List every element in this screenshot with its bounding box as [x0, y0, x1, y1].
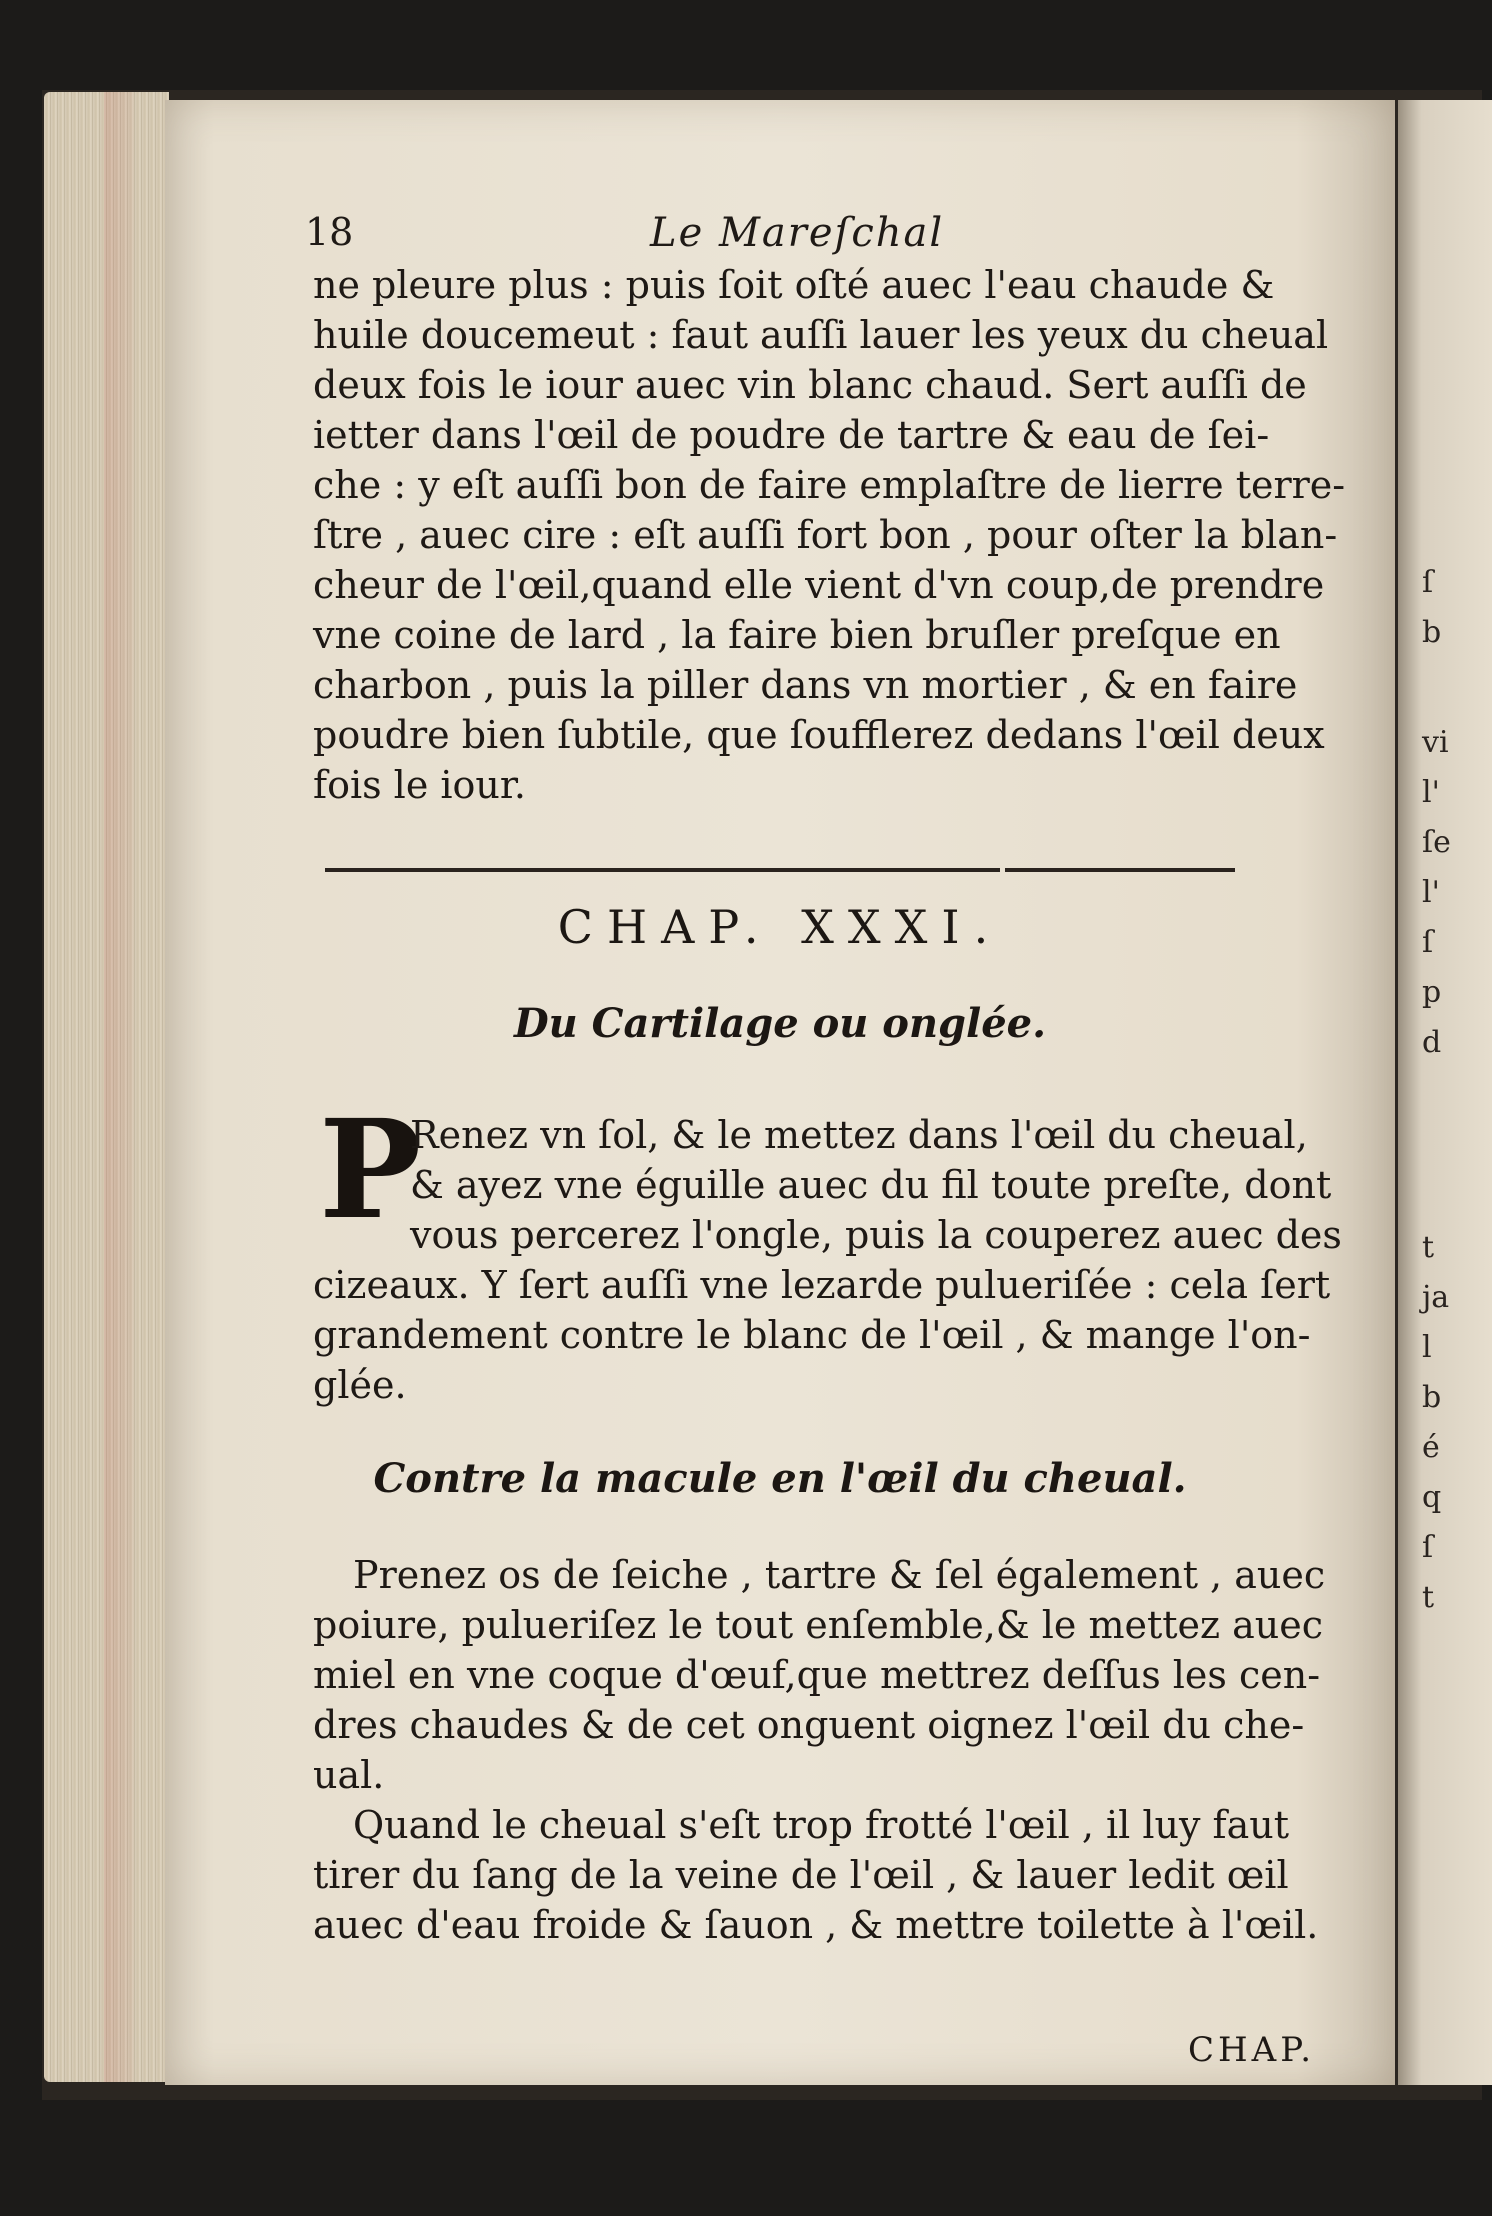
text-line: vne coine de lard , la faire bien bruſler preſque en: [313, 613, 1281, 657]
catchword: CHAP.: [1187, 2030, 1315, 2070]
facing-fragment: l': [1422, 875, 1440, 910]
text-line: glée.: [313, 1363, 407, 1407]
text-line: poiure, pulueriſez le tout enſemble,& le mettez auec: [313, 1603, 1323, 1647]
facing-fragment: l': [1422, 775, 1440, 810]
text-line: charbon , puis la piller dans vn mortier , & en faire: [313, 663, 1298, 707]
facing-fragment: ſ: [1422, 565, 1434, 600]
facing-fragment: b: [1422, 1380, 1442, 1415]
macule-paragraph-2: [313, 1800, 1473, 1950]
text-line: tirer du ſang de la veine de l'œil , & lauer ledit œil: [313, 1853, 1289, 1897]
facing-fragment: ſ: [1422, 1530, 1434, 1565]
divider-rule: [325, 868, 1000, 872]
text-line: ual.: [313, 1753, 385, 1797]
page-number: 18: [305, 210, 354, 254]
top-paragraph: [313, 260, 1473, 810]
text-line: Prenez os de ſeiche , tartre & ſel également , auec: [353, 1553, 1326, 1597]
text-line: deux fois le iour auec vin blanc chaud. Sert auſſi de: [313, 363, 1307, 407]
page-edges: [44, 92, 169, 2082]
cartilage-paragraph-top: [410, 1110, 1410, 1260]
text-line: Renez vn ſol, & le mettez dans l'œil du cheual,: [410, 1113, 1308, 1157]
facing-fragment: t: [1422, 1230, 1435, 1265]
divider-rule: [1005, 868, 1235, 872]
text-line: Quand le cheual s'eſt trop frotté l'œil , il luy faut: [353, 1803, 1290, 1847]
facing-fragment: d: [1422, 1025, 1442, 1060]
cartilage-paragraph-rest: [313, 1260, 1473, 1410]
text-line: miel en vne coque d'œuf,que mettrez deſſus les cen-: [313, 1653, 1321, 1697]
drop-cap-initial: P: [319, 1090, 422, 1250]
running-title: Le Mareſchal: [650, 210, 945, 256]
macule-paragraph-1: [313, 1550, 1473, 1800]
text-line: ſtre , auec cire : eſt auſſi fort bon , pour oſter la blan-: [313, 513, 1338, 557]
facing-fragment: vi: [1422, 725, 1449, 760]
facing-fragment: q: [1422, 1480, 1442, 1515]
facing-fragment: ſe: [1422, 825, 1451, 860]
text-line: fois le iour.: [313, 763, 526, 807]
chapter-heading: CHAP. XXXI.: [557, 900, 1003, 954]
book-page: [165, 100, 1395, 2085]
text-line: cheur de l'œil,quand elle vient d'vn coup,de prendre: [313, 563, 1325, 607]
text-line: poudre bien ſubtile, que ſoufflerez dedans l'œil deux: [313, 713, 1325, 757]
facing-fragment: ſ: [1422, 925, 1434, 960]
text-line: grandement contre le blanc de l'œil , & mange l'on-: [313, 1313, 1311, 1357]
text-line: dres chaudes & de cet onguent oignez l'œil du che-: [313, 1703, 1305, 1747]
text-line: ietter dans l'œil de poudre de tartre & eau de ſei-: [313, 413, 1270, 457]
facing-fragment: p: [1422, 975, 1442, 1010]
facing-fragment: é: [1422, 1430, 1440, 1465]
facing-fragment: l: [1422, 1330, 1432, 1365]
facing-fragment: t: [1422, 1580, 1435, 1615]
facing-fragment: b: [1422, 615, 1442, 650]
section-title-macule: Contre la macule en l'œil du cheual.: [373, 1455, 1187, 1502]
text-line: cizeaux. Y ſert auſſi vne lezarde pulueriſée : cela ſert: [313, 1263, 1331, 1307]
text-line: huile doucemeut : faut auſſi lauer les yeux du cheual: [313, 313, 1329, 357]
chapter-title: Du Cartilage ou onglée.: [513, 1000, 1047, 1047]
text-line: vous percerez l'ongle, puis la couperez auec des: [410, 1213, 1342, 1257]
text-line: che : y eſt auſſi bon de faire emplaſtre de lierre terre-: [313, 463, 1346, 507]
facing-fragment: ja: [1422, 1280, 1450, 1315]
text-line: & ayez vne éguille auec du fil toute preſte, dont: [410, 1163, 1332, 1207]
text-line: ne pleure plus : puis ſoit oſté auec l'eau chaude &: [313, 263, 1275, 307]
text-line: auec d'eau froide & ſauon , & mettre toilette à l'œil.: [313, 1903, 1319, 1947]
